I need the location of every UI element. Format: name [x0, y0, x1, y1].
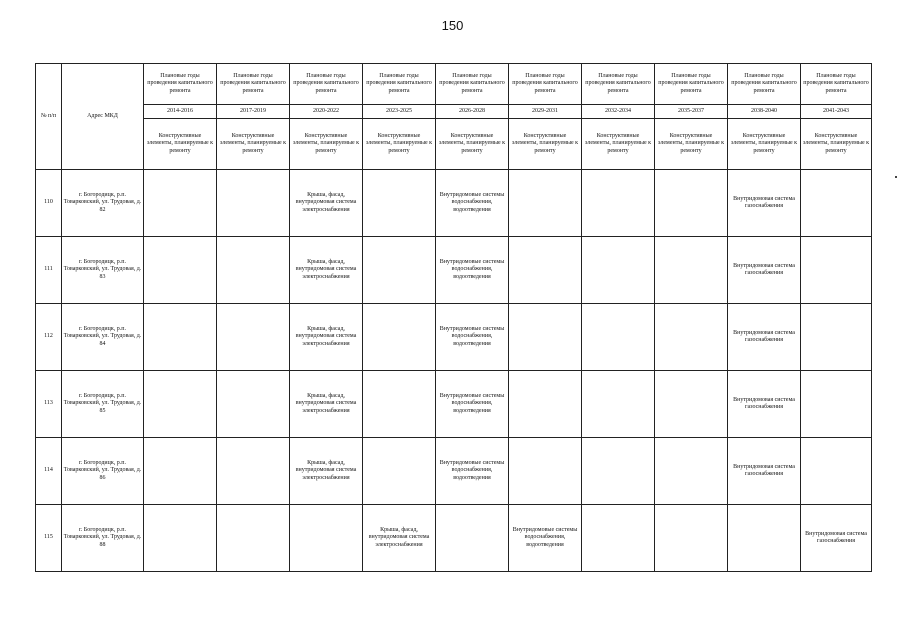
repair-elements-cell: Внутридомовые системы водоснабжения, водоотведения [436, 170, 509, 237]
repair-elements-cell [801, 304, 872, 371]
row-number: 115 [36, 505, 62, 572]
header-element-label: Конструктивные элементы, планируемые к ремонту [509, 119, 582, 170]
header-year: 2014-2016 [144, 105, 217, 119]
repair-elements-cell [217, 371, 290, 438]
repair-elements-cell [363, 170, 436, 237]
table-row [36, 170, 872, 237]
row-number: 112 [36, 304, 62, 371]
header-year: 2041-2043 [801, 105, 872, 119]
repair-elements-cell [655, 237, 728, 304]
header-num: № п/п [36, 64, 62, 170]
page-number: 150 [441, 18, 464, 33]
header-year: 2026-2028 [436, 105, 509, 119]
repair-elements-cell: Внутридомовая система газоснабжения [728, 170, 801, 237]
header-plan-label: Плановые годы проведения капитального ремонта [728, 64, 801, 105]
repair-elements-cell [582, 371, 655, 438]
repair-elements-cell: Внутридомовые системы водоснабжения, водоотведения [436, 438, 509, 505]
repair-elements-cell [217, 438, 290, 505]
repair-elements-cell [509, 170, 582, 237]
header-element-label: Конструктивные элементы, планируемые к ремонту [217, 119, 290, 170]
row-address: г. Богородицк, р.п. Товарковский, ул. Трудовая, д. 82 [62, 170, 144, 237]
repair-elements-cell: Внутридомовые системы водоснабжения, водоотведения [436, 371, 509, 438]
repair-elements-cell: Внутридомовые системы водоснабжения, водоотведения [509, 505, 582, 572]
header-plan-label: Плановые годы проведения капитального ремонта [801, 64, 872, 105]
header-element-label: Конструктивные элементы, планируемые к ремонту [363, 119, 436, 170]
header-plan-label: Плановые годы проведения капитального ремонта [655, 64, 728, 105]
repair-elements-cell [217, 170, 290, 237]
repair-elements-cell [582, 438, 655, 505]
repair-elements-cell [509, 438, 582, 505]
row-number: 111 [36, 237, 62, 304]
repair-elements-cell [144, 170, 217, 237]
header-element-label: Конструктивные элементы, планируемые к ремонту [144, 119, 217, 170]
row-number: 114 [36, 438, 62, 505]
repair-elements-cell [217, 237, 290, 304]
header-element-label: Конструктивные элементы, планируемые к ремонту [801, 119, 872, 170]
header-year: 2020-2022 [290, 105, 363, 119]
repair-elements-cell: Внутридомовая система газоснабжения [728, 237, 801, 304]
repair-elements-cell [144, 304, 217, 371]
repair-elements-cell [217, 304, 290, 371]
repair-elements-cell [217, 505, 290, 572]
row-address: г. Богородицк, р.п. Товарковский, ул. Трудовая, д. 83 [62, 237, 144, 304]
repair-elements-cell [290, 505, 363, 572]
repair-elements-cell [801, 170, 872, 237]
header-element-label: Конструктивные элементы, планируемые к ремонту [655, 119, 728, 170]
row-number: 110 [36, 170, 62, 237]
repair-elements-cell [144, 371, 217, 438]
repair-elements-cell [801, 371, 872, 438]
repair-elements-cell: Крыша, фасад, внутридомовая система электроснабжения [290, 170, 363, 237]
repair-elements-cell: Внутридомовые системы водоснабжения, водоотведения [436, 237, 509, 304]
table-row [36, 438, 872, 505]
repair-elements-cell [655, 304, 728, 371]
repair-elements-cell: Внутридомовая система газоснабжения [728, 304, 801, 371]
repair-elements-cell [436, 505, 509, 572]
header-plan-label: Плановые годы проведения капитального ремонта [144, 64, 217, 105]
repair-elements-cell [509, 237, 582, 304]
repair-elements-cell [582, 237, 655, 304]
header-row-elements [36, 119, 872, 170]
repair-elements-cell [655, 371, 728, 438]
repair-elements-cell [144, 505, 217, 572]
repair-elements-cell [728, 505, 801, 572]
repair-elements-cell [363, 438, 436, 505]
header-plan-label: Плановые годы проведения капитального ремонта [509, 64, 582, 105]
row-address: г. Богородицк, р.п. Товарковский, ул. Трудовая, д. 86 [62, 438, 144, 505]
row-number: 113 [36, 371, 62, 438]
table-row [36, 237, 872, 304]
table-row [36, 304, 872, 371]
header-plan-label: Плановые годы проведения капитального ремонта [436, 64, 509, 105]
repair-elements-cell: Внутридомовая система газоснабжения [728, 438, 801, 505]
table-row [36, 371, 872, 438]
repair-elements-cell: Внутридомовая система газоснабжения [728, 371, 801, 438]
row-address: г. Богородицк, р.п. Товарковский, ул. Трудовая, д. 84 [62, 304, 144, 371]
repair-elements-cell [801, 438, 872, 505]
repair-elements-cell [363, 371, 436, 438]
repair-elements-cell [582, 505, 655, 572]
repair-elements-cell: Внутридомовые системы водоснабжения, водоотведения [436, 304, 509, 371]
header-plan-label: Плановые годы проведения капитального ремонта [582, 64, 655, 105]
repair-elements-cell: Крыша, фасад, внутридомовая система электроснабжения [290, 304, 363, 371]
repair-elements-cell: Крыша, фасад, внутридомовая система электроснабжения [290, 237, 363, 304]
row-address: г. Богородицк, р.п. Товарковский, ул. Трудовая, д. 85 [62, 371, 144, 438]
header-plan-label: Плановые годы проведения капитального ремонта [290, 64, 363, 105]
repair-elements-cell [509, 371, 582, 438]
repair-elements-cell [582, 304, 655, 371]
repair-elements-cell [655, 170, 728, 237]
repair-elements-cell [144, 237, 217, 304]
header-plan-label: Плановые годы проведения капитального ремонта [363, 64, 436, 105]
repair-elements-cell: Крыша, фасад, внутридомовая система электроснабжения [290, 438, 363, 505]
header-year: 2029-2031 [509, 105, 582, 119]
header-address: Адрес МКД [62, 64, 144, 170]
scan-speck [895, 176, 897, 178]
header-year: 2035-2037 [655, 105, 728, 119]
table-row [36, 505, 872, 572]
repair-elements-cell: Внутридомовая система газоснабжения [801, 505, 872, 572]
repair-elements-cell: Крыша, фасад, внутридомовая система электроснабжения [363, 505, 436, 572]
header-year: 2038-2040 [728, 105, 801, 119]
repair-elements-cell [582, 170, 655, 237]
header-element-label: Конструктивные элементы, планируемые к ремонту [582, 119, 655, 170]
repair-elements-cell [363, 237, 436, 304]
header-year: 2032-2034 [582, 105, 655, 119]
header-year: 2023-2025 [363, 105, 436, 119]
header-element-label: Конструктивные элементы, планируемые к ремонту [728, 119, 801, 170]
repair-elements-cell [144, 438, 217, 505]
repair-schedule-table [35, 63, 872, 572]
repair-elements-cell [801, 237, 872, 304]
header-plan-label: Плановые годы проведения капитального ремонта [217, 64, 290, 105]
repair-elements-cell [655, 505, 728, 572]
header-row-plan [36, 64, 872, 105]
header-element-label: Конструктивные элементы, планируемые к ремонту [436, 119, 509, 170]
header-element-label: Конструктивные элементы, планируемые к ремонту [290, 119, 363, 170]
repair-elements-cell: Крыша, фасад, внутридомовая система электроснабжения [290, 371, 363, 438]
repair-elements-cell [655, 438, 728, 505]
repair-elements-cell [363, 304, 436, 371]
header-row-years [36, 105, 872, 119]
row-address: г. Богородицк, р.п. Товарковский, ул. Трудовая, д. 88 [62, 505, 144, 572]
repair-elements-cell [509, 304, 582, 371]
header-year: 2017-2019 [217, 105, 290, 119]
